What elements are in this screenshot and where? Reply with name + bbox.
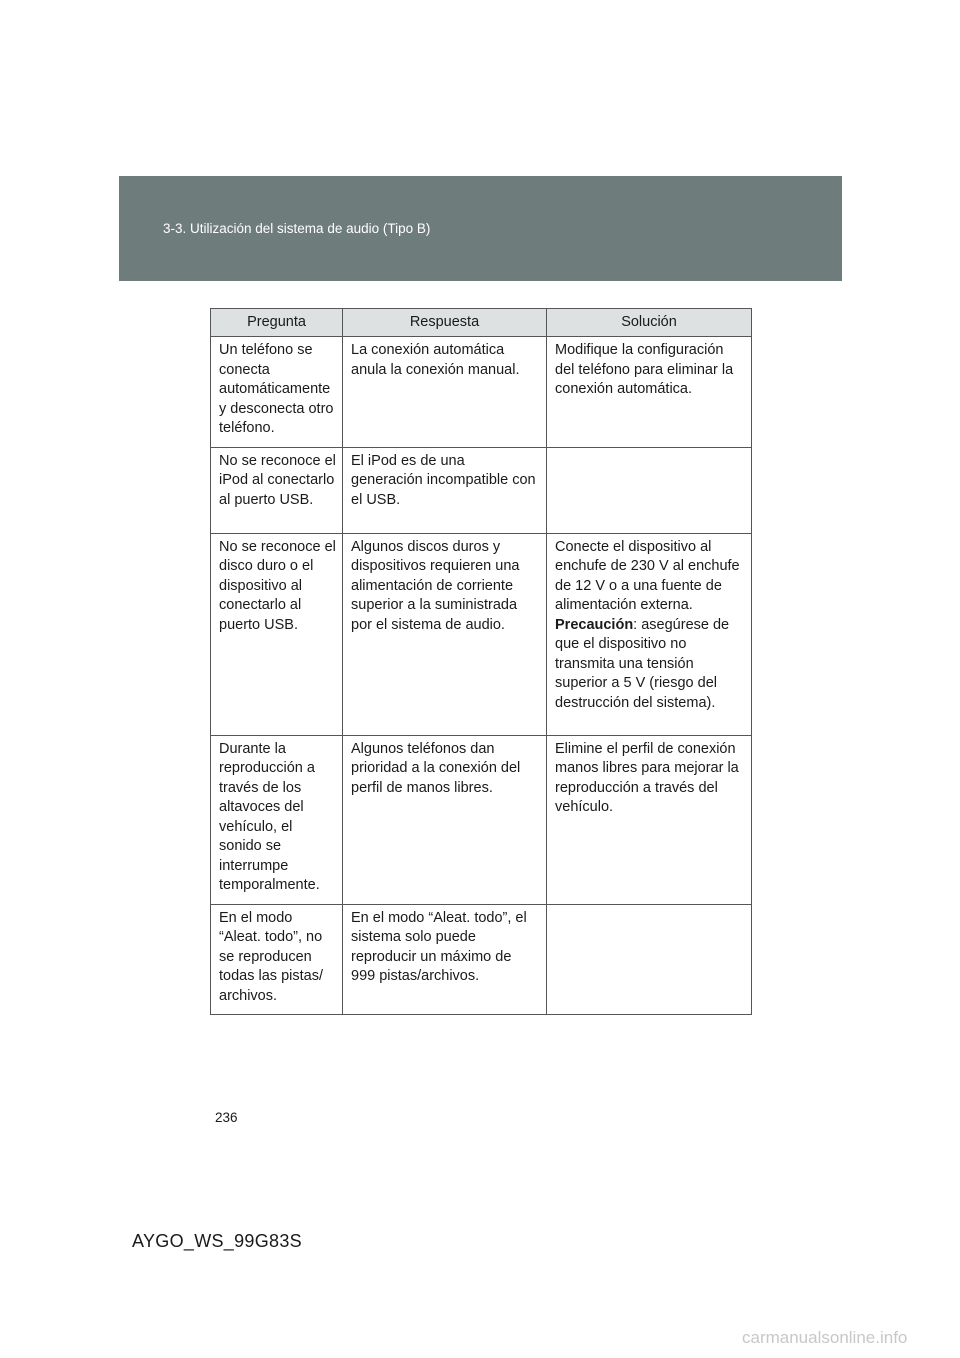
column-header-solucion: Solución [547,309,752,337]
document-code: AYGO_WS_99G83S [132,1231,302,1251]
solution-cell [547,533,752,735]
answer-cell: La conexión automática anula la conexión manual. [343,337,547,448]
answer-cell: Algunos teléfonos dan prioridad a la conexión del perfil de manos libres. [343,735,547,904]
question-cell: No se reconoce el disco duro o el dispositivo al conectarlo al puerto USB. [211,533,343,735]
troubleshooting-table [210,308,752,1015]
solution-text: Elimine el perfil de conexión manos libres para mejorar la reproducción a través del vehículo. [555,740,739,815]
answer-cell: El iPod es de una generación incompatible con el USB. [343,447,547,533]
caution-text: : asegúrese de que el dispositivo no transmita una tensión superior a 5 V (riesgo del destrucción del sistema). [555,616,730,711]
question-cell: No se reconoce el iPod al conectarlo al puerto USB. [211,447,343,533]
table-row [211,447,752,533]
table-row [211,533,752,735]
question-cell: Durante la reproducción a través de los altavoces del vehículo, el sonido se interrumpe temporalmente. [211,735,343,904]
table-row [211,735,752,904]
section-header-band [119,176,842,281]
page-number: 236 [215,1110,238,1125]
table-row [211,337,752,448]
column-header-respuesta: Respuesta [343,309,547,337]
solution-cell [547,735,752,904]
question-cell: Un teléfono se conecta automáticamente y desconecta otro teléfono. [211,337,343,448]
solution-text: Conecte el dispositivo al enchufe de 230 V al enchufe de 12 V o a una fuente de alimentación externa. [555,538,740,613]
table-header-row [211,309,752,337]
solution-text: Modifique la configuración del teléfono para eliminar la conexión automática. [555,342,734,397]
caution-label: Precaución [555,616,634,633]
answer-cell: En el modo “Aleat. todo”, el sistema solo puede reproducir un máximo de 999 pistas/archivos. [343,904,547,1015]
solution-cell [547,337,752,448]
column-header-pregunta: Pregunta [211,309,343,337]
answer-cell: Algunos discos duros y dispositivos requieren una alimentación de corriente superior a la suministrada por el sistema de audio. [343,533,547,735]
watermark-text: carmanualsonline.info [742,1328,908,1347]
section-title: 3-3. Utilización del sistema de audio (Tipo B) [163,221,431,236]
solution-cell [547,904,752,1015]
solution-cell [547,447,752,533]
table-row [211,904,752,1015]
question-cell: En el modo “Aleat. todo”, no se reproducen todas las pistas/ archivos. [211,904,343,1015]
